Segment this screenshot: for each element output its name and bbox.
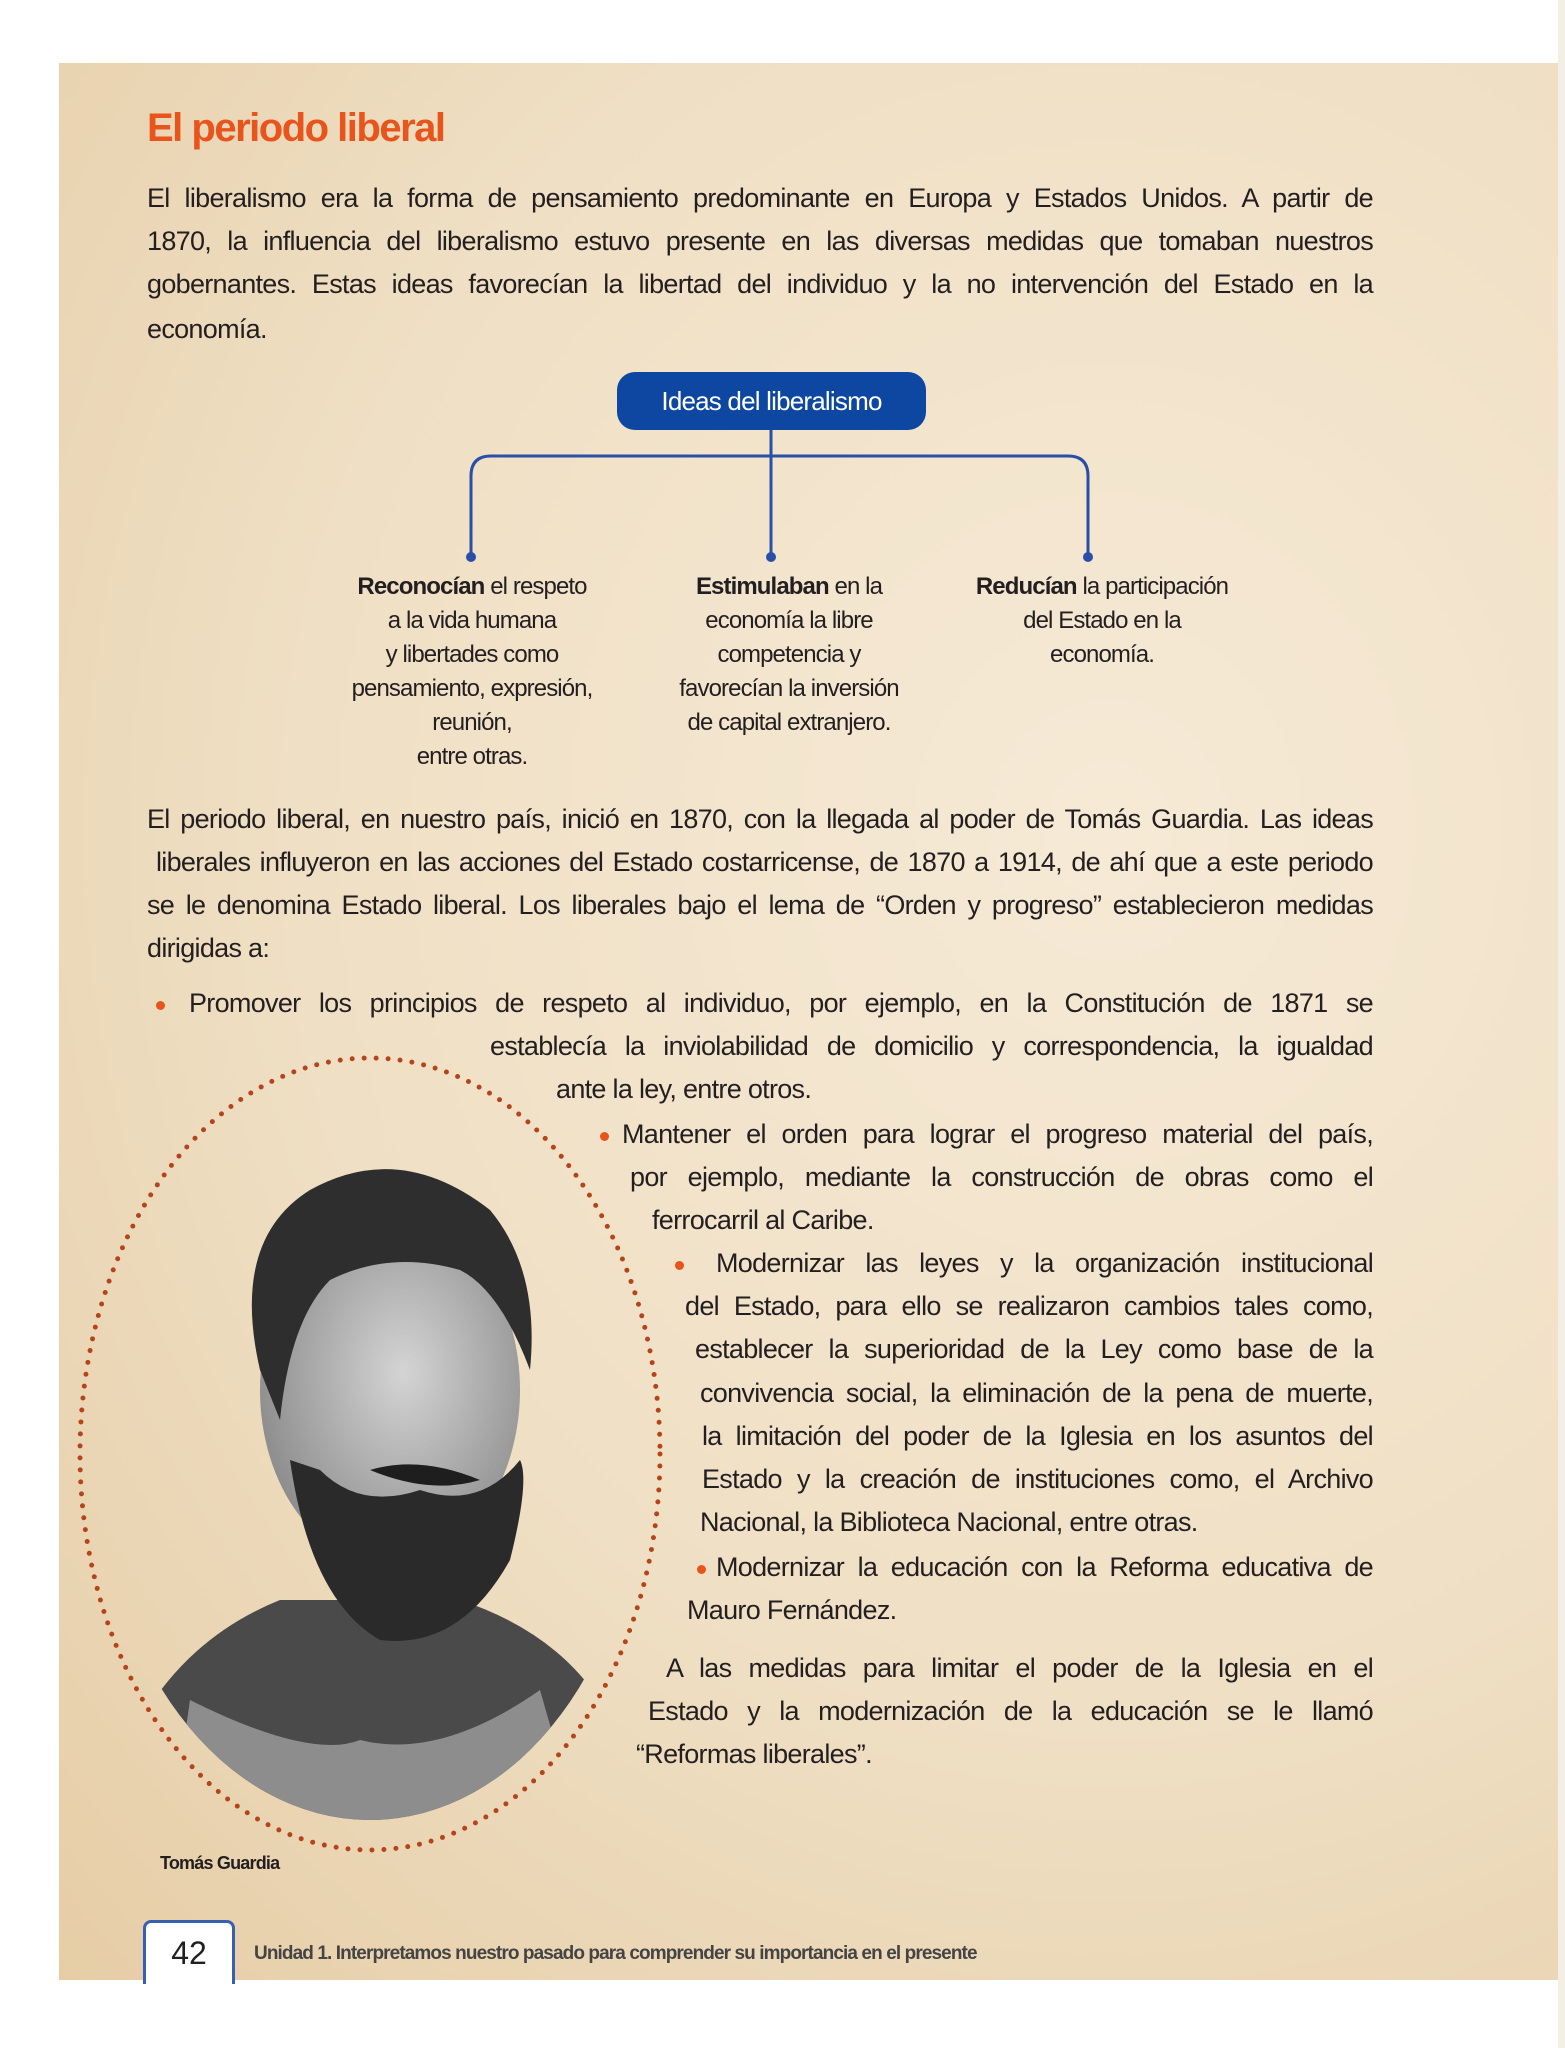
- branch-text: economía la libre: [705, 607, 873, 634]
- branch-text: competencia y: [717, 641, 861, 668]
- connector-branches: [471, 456, 1088, 557]
- branch-text: del Estado en la: [1023, 607, 1181, 634]
- connector-dot: [1083, 552, 1093, 562]
- text-line: establecer la superioridad de la Ley como base de la: [695, 1334, 1373, 1364]
- branch-line: [649, 570, 929, 604]
- section-title: El periodo liberal: [147, 106, 445, 150]
- branch-text: la participación: [1076, 573, 1229, 600]
- branch-line: [332, 672, 612, 706]
- branch-keyword: Reducían: [975, 573, 1077, 600]
- text-line: por ejemplo, mediante la construcción de obras como el: [630, 1162, 1373, 1192]
- page-number: 42: [143, 1920, 235, 1984]
- branch-text: a la vida humana: [387, 607, 557, 634]
- concept-connectors: [0, 0, 1565, 600]
- branch-line: [962, 604, 1242, 638]
- text-line: se le denomina Estado liberal. Los liberales bajo el lema de “Orden y progreso” establecieron medidas: [147, 890, 1373, 920]
- connector-dot: [766, 552, 776, 562]
- branch-text: y libertades como: [385, 641, 559, 668]
- branch-keyword: Estimulaban: [695, 573, 829, 600]
- branch-text: favorecían la inversión: [679, 675, 899, 702]
- text-line: la limitación del poder de la Iglesia en los asuntos del: [702, 1421, 1373, 1451]
- branch-keyword: Reconocían: [357, 573, 485, 600]
- text-line: El periodo liberal, en nuestro país, inició en 1870, con la llegada al poder de Tomás Guardia. Las ideas: [147, 804, 1373, 834]
- branch-text: entre otras.: [416, 743, 528, 770]
- text-line: Modernizar las leyes y la organización institucional: [716, 1248, 1373, 1278]
- bullet-icon: [600, 1132, 609, 1141]
- text-line: Mantener el orden para lograr el progreso material del país,: [622, 1119, 1373, 1149]
- text-line: El liberalismo era la forma de pensamiento predominante en Europa y Estados Unidos. A partir de: [147, 183, 1373, 213]
- text-line: establecía la inviolabilidad de domicilio y correspondencia, la igualdad: [490, 1031, 1373, 1061]
- connector-dot: [466, 552, 476, 562]
- text-line: “Reformas liberales”.: [636, 1739, 872, 1769]
- text-line: ante la ley, entre otros.: [556, 1074, 812, 1104]
- bullet-icon: [156, 1001, 165, 1010]
- concept-branch-0: [332, 570, 612, 774]
- branch-text: en la: [828, 573, 883, 600]
- text-line: gobernantes. Estas ideas favorecían la libertad del individuo y la no intervención del Estado en la: [147, 269, 1373, 299]
- branch-line: [649, 672, 929, 706]
- concept-branch-2: [962, 570, 1242, 672]
- text-line: ferrocarril al Caribe.: [652, 1205, 874, 1235]
- portrait-caption: Tomás Guardia: [160, 1853, 280, 1873]
- branch-line: [649, 604, 929, 638]
- text-line: del Estado, para ello se realizaron cambios tales como,: [685, 1291, 1373, 1321]
- bullet-icon: [697, 1565, 706, 1574]
- text-line: convivencia social, la eliminación de la pena de muerte,: [700, 1378, 1373, 1408]
- branch-text: economía.: [1050, 641, 1154, 668]
- concept-branch-1: [649, 570, 929, 740]
- branch-line: [332, 706, 612, 740]
- text-line: economía.: [147, 314, 267, 344]
- text-line: Modernizar la educación con la Reforma educativa de: [716, 1552, 1373, 1582]
- text-line: Mauro Fernández.: [687, 1595, 897, 1625]
- branch-line: [962, 570, 1242, 604]
- text-line: A las medidas para limitar el poder de la Iglesia en el: [666, 1653, 1373, 1683]
- branch-text: pensamiento, expresión,: [351, 675, 593, 702]
- text-line: Nacional, la Biblioteca Nacional, entre otras.: [700, 1507, 1198, 1537]
- text-line: liberales influyeron en las acciones del Estado costarricense, de 1870 a 1914, de ahí que a este periodo: [156, 847, 1373, 877]
- branch-text: el respeto: [484, 573, 587, 600]
- branch-line: [962, 638, 1242, 672]
- branch-text: reunión,: [432, 709, 512, 736]
- text-line: Promover los principios de respeto al individuo, por ejemplo, en la Constitución de 1871 se: [189, 988, 1373, 1018]
- branch-line: [332, 740, 612, 774]
- branch-line: [649, 638, 929, 672]
- text-line: Estado y la modernización de la educación se le llamó: [648, 1696, 1373, 1726]
- text-line: Estado y la creación de instituciones como, el Archivo: [702, 1464, 1373, 1494]
- branch-line: [332, 570, 612, 604]
- branch-line: [332, 638, 612, 672]
- footer-unit-title: Unidad 1. Interpretamos nuestro pasado para comprender su importancia en el presente: [254, 1943, 977, 1964]
- branch-line: [332, 604, 612, 638]
- portrait-tomas-guardia: [60, 1040, 680, 1870]
- text-line: dirigidas a:: [147, 933, 270, 963]
- branch-text: de capital extranjero.: [687, 709, 891, 736]
- branch-line: [649, 706, 929, 740]
- concept-root-box: Ideas del liberalismo: [617, 372, 926, 430]
- bullet-icon: [675, 1261, 684, 1270]
- text-line: 1870, la influencia del liberalismo estuvo presente en las diversas medidas que tomaban nuestros: [147, 226, 1373, 256]
